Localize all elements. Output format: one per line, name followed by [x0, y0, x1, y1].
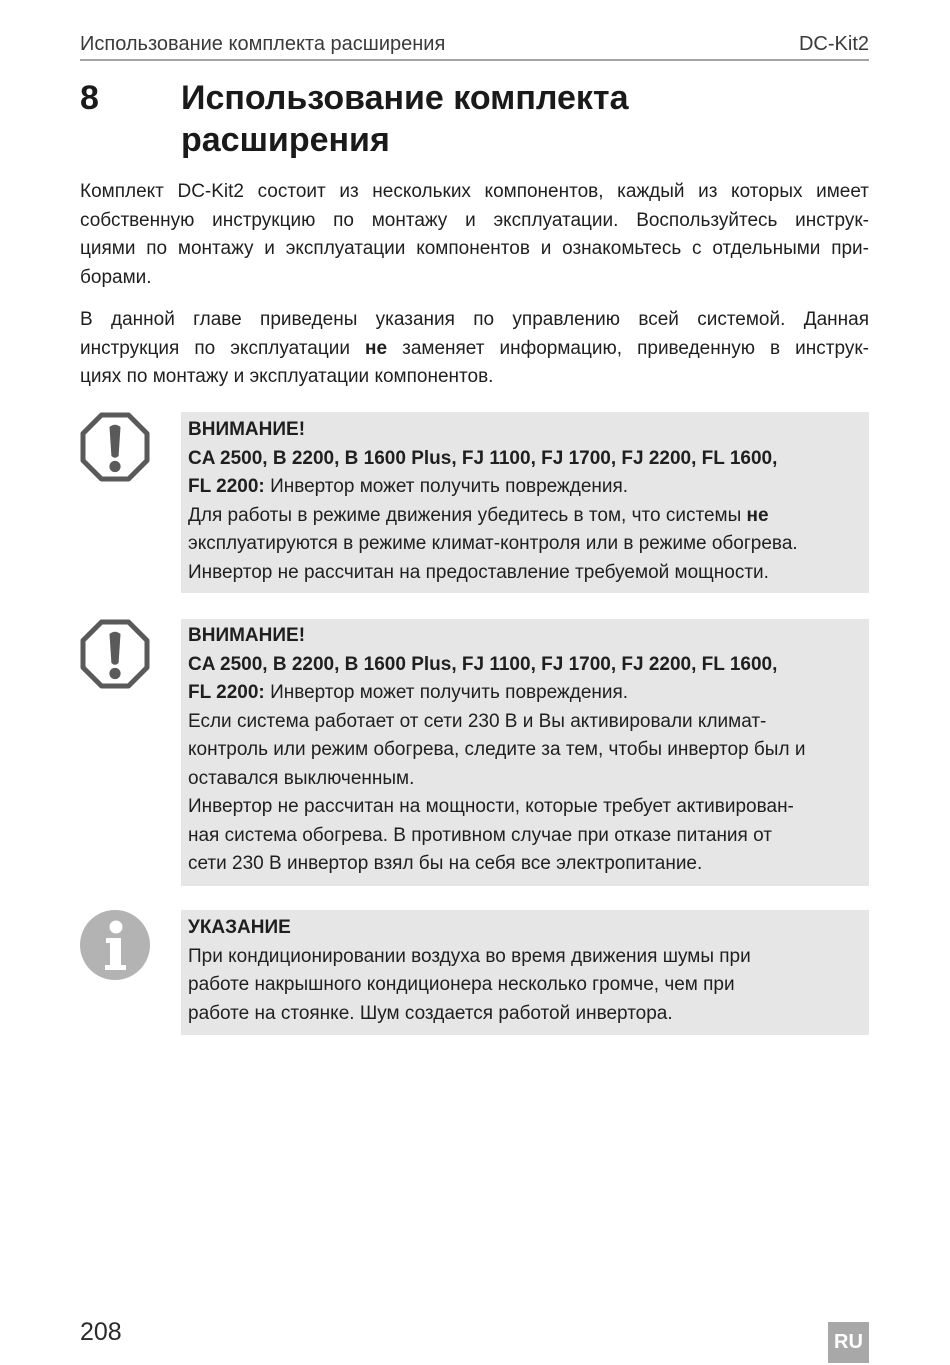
warning-line-text: Для работы в режиме движения убедитесь в том, что системы — [188, 504, 742, 526]
header-divider — [80, 59, 869, 61]
warning-models: CA 2500, B 2200, B 1600 Plus, FJ 1100, FJ 1700, FJ 2200, FL 1600, — [188, 447, 778, 469]
intro-paragraph-2 — [80, 306, 869, 392]
chapter-number: 8 — [80, 79, 99, 117]
paragraph-line: собственную инструкцию по монтажу и эксплуатации. Воспользуйтесь инструк- — [80, 209, 869, 231]
emphasis-not: не — [746, 504, 769, 526]
warning-models: CA 2500, B 2200, B 1600 Plus, FJ 1100, FJ 1700, FJ 2200, FL 1600, — [188, 653, 778, 675]
paragraph-text: заменяет информацию, приведенную в инструк- — [402, 337, 869, 359]
warning-risk-line — [188, 473, 862, 502]
paragraph-line — [80, 335, 869, 364]
warning-line: оставался выключенным. — [188, 767, 415, 789]
warning-models: FL 2200: — [188, 476, 265, 497]
warning-text — [188, 416, 862, 587]
warning-box-2 — [181, 619, 869, 886]
paragraph-line: борами. — [80, 266, 152, 288]
running-header-section-title: Использование комплекта расширения — [80, 33, 446, 55]
warning-line — [188, 502, 862, 531]
note-line: работе накрышного кондиционера несколько громче, чем при — [188, 974, 735, 995]
note-text — [188, 914, 862, 1028]
warning-line: ная система обогрева. В противном случае при отказе питания от — [188, 824, 772, 846]
warning-heading: ВНИМАНИЕ! — [188, 625, 306, 646]
warning-line: контроль или режим обогрева, следите за тем, чтобы инвертор был и — [188, 739, 806, 760]
running-header-product: DC-Kit2 — [798, 33, 869, 55]
intro-paragraph-1 — [80, 178, 869, 292]
note-line: При кондиционировании воздуха во время движения шумы при — [188, 945, 751, 967]
chapter-title-line-2: расширения — [181, 121, 390, 159]
paragraph-text: инструкция по эксплуатации — [80, 337, 350, 359]
chapter-title-line-1: Использование комплекта — [181, 79, 629, 117]
note-box — [181, 910, 869, 1035]
warning-icon — [80, 412, 150, 482]
page-number: 208 — [80, 1318, 122, 1346]
warning-line: Инвертор не рассчитан на предоставление требуемой мощности. — [188, 561, 769, 583]
warning-line: сети 230 В инвертор взял бы на себя все электропитание. — [188, 853, 703, 874]
warning-models: FL 2200: — [188, 682, 265, 703]
warning-risk: Инвертор может получить повреждения. — [270, 682, 629, 703]
warning-risk-line — [188, 679, 862, 708]
chapter-title — [181, 77, 629, 161]
warning-box-1 — [181, 412, 869, 593]
paragraph-line: Комплект DC-Kit2 состоит из нескольких компонентов, каждый из которых имеет — [80, 181, 869, 202]
warning-heading: ВНИМАНИЕ! — [188, 419, 306, 440]
note-line: работе на стоянке. Шум создается работой инвертора. — [188, 1002, 673, 1024]
language-badge: RU — [828, 1322, 869, 1363]
warning-line: Если система работает от сети 230 В и Вы активировали климат- — [188, 710, 767, 732]
paragraph-line: циях по монтажу и эксплуатации компонентов. — [80, 366, 494, 387]
warning-line: эксплуатируются в режиме климат-контроля или в режиме обогрева. — [188, 533, 798, 554]
warning-risk: Инвертор может получить повреждения. — [270, 476, 629, 497]
paragraph-line: циями по монтажу и эксплуатации компонентов и ознакомьтесь с отдельными при- — [80, 238, 869, 259]
warning-text — [188, 622, 862, 879]
warning-icon — [80, 619, 150, 689]
warning-line: Инвертор не рассчитан на мощности, которые требует активирован- — [188, 796, 794, 817]
emphasis-not: не — [365, 337, 388, 359]
paragraph-line: В данной главе приведены указания по управлению всей системой. Данная — [80, 309, 869, 330]
note-heading: УКАЗАНИЕ — [188, 917, 291, 938]
info-icon — [80, 910, 150, 980]
